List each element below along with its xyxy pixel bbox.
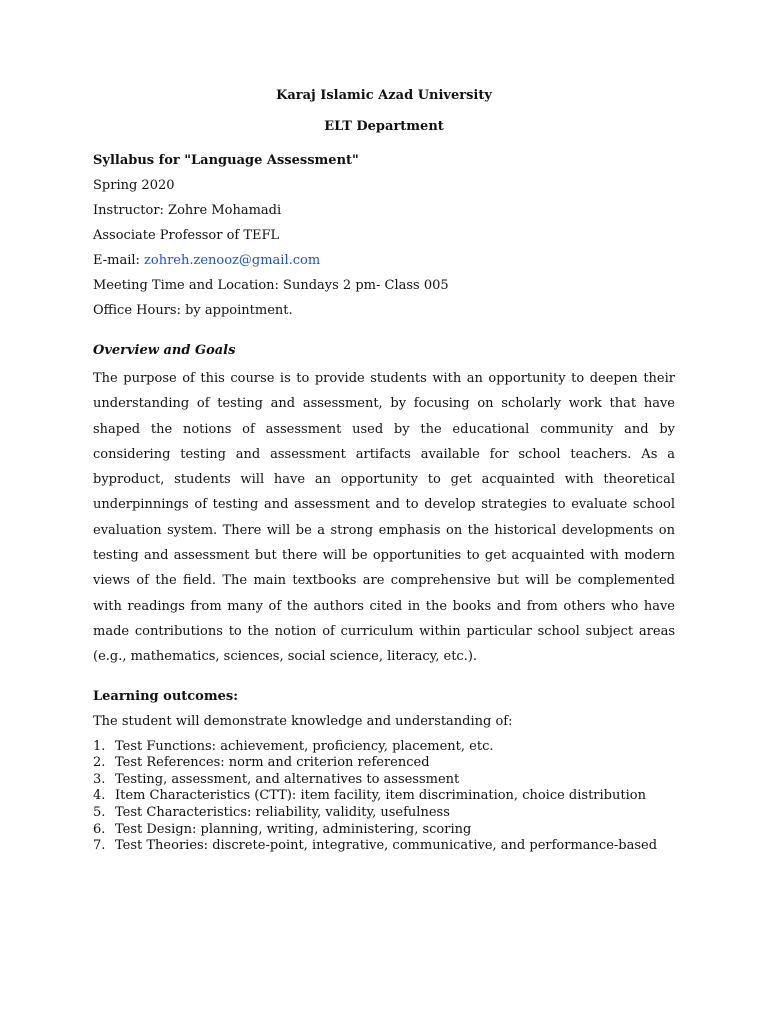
university-title: Karaj Islamic Azad University	[276, 88, 492, 103]
meeting-info: Meeting Time and Location: Sundays 2 pm- Class 005	[93, 278, 449, 293]
overview-heading: Overview and Goals	[93, 343, 236, 358]
office-hours: Office Hours: by appointment.	[93, 303, 293, 318]
list-item-text: Testing, assessment, and alternatives to assessment	[115, 771, 460, 787]
list-item-number: 5.	[93, 804, 106, 820]
list-item-text: Item Characteristics (CTT): item facility, item discrimination, choice distribution	[115, 788, 646, 804]
list-item-text: Test Functions: achievement, proficiency, placement, etc.	[115, 738, 494, 754]
list-item-number: 7.	[93, 838, 106, 854]
list-item-number: 3.	[93, 771, 106, 787]
list-item-number: 4.	[93, 788, 106, 804]
outcomes-heading: Learning outcomes:	[93, 688, 238, 704]
list-item	[93, 772, 675, 789]
list-item	[93, 805, 675, 822]
overview-paragraph: The purpose of this course is to provide students with an opportunity to deepen their understanding of testing and assessment, by focusing on scholarly work that have shaped the notions of assessment used by the educational community and by considering testing and assessment artifacts available for school teachers. As a byproduct, students will have an opportunity to get acquainted with theoretical underpinnings of testing and assessment and to develop strategies to evaluate school evaluation system. There will be a strong emphasis on the historical developments on testing and assessment but there will be opportunities to get acquainted with modern views of the field. The main textbooks are comprehensive but will be complemented with readings from many of the authors cited in the books and from others who have made contributions to the notion of curriculum within particular school subject areas (e.g., mathematics, sciences, social science, literacy, etc.).	[93, 371, 675, 665]
email-line	[93, 251, 675, 271]
document-page	[93, 86, 675, 855]
email-link[interactable]: zohreh.zenooz@gmail.com	[144, 253, 321, 268]
list-item-text: Test Design: planning, writing, administering, scoring	[115, 821, 472, 837]
list-item	[93, 822, 675, 839]
list-item-text: Test References: norm and criterion referenced	[115, 755, 430, 771]
list-item-text: Test Characteristics: reliability, validity, usefulness	[115, 804, 450, 820]
syllabus-title: Syllabus for "Language Assessment"	[93, 153, 359, 168]
list-item-text: Test Theories: discrete-point, integrative, communicative, and performance-based	[115, 838, 658, 854]
list-item	[93, 739, 675, 756]
outcomes-list	[93, 739, 675, 855]
email-label: E-mail:	[93, 253, 145, 268]
instructor: Instructor: Zohre Mohamadi	[93, 203, 282, 218]
list-item-number: 2.	[93, 755, 106, 771]
list-item-number: 1.	[93, 738, 106, 754]
department-title: ELT Department	[324, 119, 444, 134]
outcomes-intro: The student will demonstrate knowledge and understanding of:	[93, 713, 513, 729]
list-item	[93, 755, 675, 772]
instructor-position: Associate Professor of TEFL	[93, 228, 280, 243]
list-item-number: 6.	[93, 821, 106, 837]
list-item	[93, 788, 675, 805]
term: Spring 2020	[93, 178, 175, 193]
list-item	[93, 838, 675, 855]
